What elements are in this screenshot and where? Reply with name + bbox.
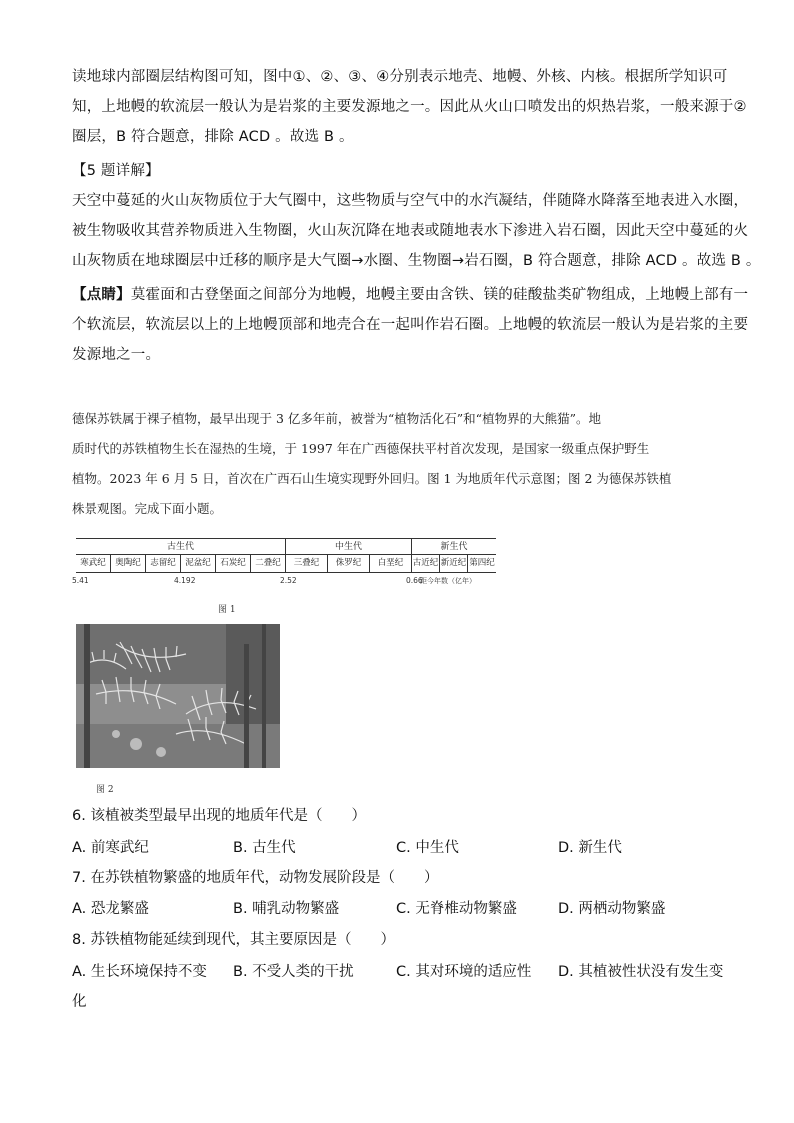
question-8-option-d-wrap: 化 <box>72 994 87 1010</box>
geologic-timeline-figure <box>72 538 496 590</box>
period-devonian: 泥盆纪 <box>181 555 216 572</box>
text-line: 圈层，B 符合题意，排除 ACD 。故选 B 。 <box>72 129 354 145</box>
section-heading: 【5 题详解】 <box>72 163 160 179</box>
text-line: 质时代的苏铁植物生长在湿热的生境，于 1997 年在广西德保扶平村首次发现，是国家一级重点保护野生 <box>72 441 650 456</box>
question-6-options <box>72 838 732 858</box>
option-c[interactable]: C. 中生代 <box>396 840 459 856</box>
text-line: 莫霍面和古登堡面之间部分为地幔，地幔主要由含铁、镁的硅酸盐类矿物组成，上地幔上部有一 <box>130 287 749 303</box>
period-carboniferous: 石炭纪 <box>216 555 251 572</box>
material-paragraph <box>72 404 724 524</box>
question-8-options <box>72 962 732 982</box>
text-line: 天空中蔓延的火山灰物质位于大气圈中，这些物质与空气中的水汽凝结，伴随降水降落至地表进入水圈， <box>72 193 749 209</box>
figure2-caption: 图 2 <box>96 785 114 795</box>
question-7-options <box>72 899 732 919</box>
tick-label: 5.41 <box>72 576 89 585</box>
question-7-stem: 7. 在苏铁植物繁盛的地质年代，动物发展阶段是（ ） <box>72 870 439 886</box>
note-line <box>72 280 749 310</box>
figure1-caption: 图 1 <box>218 605 236 615</box>
period-quaternary: 第四纪 <box>469 558 495 568</box>
period-silurian: 志留纪 <box>146 555 181 572</box>
option-a[interactable]: A. 前寒武纪 <box>72 840 149 856</box>
option-a[interactable]: A. 生长环境保持不变 <box>72 964 207 980</box>
period-cambrian: 寒武纪 <box>76 555 111 572</box>
era-cenozoic: 新生代 <box>440 542 468 552</box>
explanation-q5 <box>72 156 761 276</box>
explanation-q4 <box>72 62 747 152</box>
text-line: 读地球内部圈层结构图可知，图中①、②、③、④分别表示地壳、地幔、外核、内核。根据所学知识可 <box>72 69 728 85</box>
cycad-landscape-photo <box>76 624 280 768</box>
text-line: 知，上地幔的软流层一般认为是岩浆的主要发源地之一。因此从火山口喷发出的炽热岩浆，一般来源于② <box>72 99 747 115</box>
era-mesozoic: 中生代 <box>286 539 412 555</box>
option-b[interactable]: B. 古生代 <box>233 840 296 856</box>
option-c[interactable]: C. 其对环境的适应性 <box>396 964 532 980</box>
question-8-stem: 8. 苏铁植物能延续到现代，其主要原因是（ ） <box>72 932 395 948</box>
question-6-stem: 6. 该植被类型最早出现的地质年代是（ ） <box>72 808 366 824</box>
tick-label: 2.52 <box>280 576 297 585</box>
text-line: 被生物吸收其营养物质进入生物圈，火山灰沉降在地表或随地表水下渗进入岩石圈，因此天空中蔓延的火 <box>72 223 749 239</box>
option-b[interactable]: B. 不受人类的干扰 <box>233 964 354 980</box>
period-paleogene: 古近纪 <box>412 555 440 572</box>
period-neogene: 新近纪 <box>440 555 468 572</box>
period-triassic: 三叠纪 <box>286 555 328 572</box>
note-block <box>72 280 749 370</box>
era-paleozoic: 古生代 <box>76 539 286 555</box>
period-permian: 二叠纪 <box>251 555 286 572</box>
note-label: 【点睛】 <box>72 287 131 303</box>
period-cretaceous: 白垩纪 <box>370 555 412 572</box>
option-d[interactable]: D. 两栖动物繁盛 <box>558 901 666 917</box>
option-d[interactable]: D. 其植被性状没有发生变 <box>558 964 724 980</box>
axis-unit: 距今年数（亿年） <box>420 577 476 585</box>
period-jurassic: 侏罗纪 <box>328 555 370 572</box>
option-a[interactable]: A. 恐龙繁盛 <box>72 901 149 917</box>
tick-label: 0.66 <box>406 576 423 585</box>
tick-label: 4.192 <box>174 576 196 585</box>
text-line: 株景观图。完成下面小题。 <box>72 501 223 516</box>
option-d[interactable]: D. 新生代 <box>558 840 622 856</box>
option-c[interactable]: C. 无脊椎动物繁盛 <box>396 901 517 917</box>
text-line: 山灰物质在地球圈层中迁移的顺序是大气圈→水圈、生物圈→岩石圈，B 符合题意，排除 ACD 。故选 B 。 <box>72 253 761 269</box>
option-b[interactable]: B. 哺乳动物繁盛 <box>233 901 340 917</box>
text-line: 植物。2023 年 6 月 5 日，首次在广西石山生境实现野外回归。图 1 为地质年代示意图；图 2 为德保苏铁植 <box>72 471 672 486</box>
text-line: 个软流层，软流层以上的上地幔顶部和地壳合在一起叫作岩石圈。上地幔的软流层一般认为是岩浆的主要 <box>72 317 749 333</box>
text-line: 发源地之一。 <box>72 347 161 363</box>
period-ordovician: 奥陶纪 <box>111 555 146 572</box>
text-line: 德保苏铁属于裸子植物，最早出现于 3 亿多年前，被誉为“植物活化石”和“植物界的大熊猫”。地 <box>72 411 601 426</box>
